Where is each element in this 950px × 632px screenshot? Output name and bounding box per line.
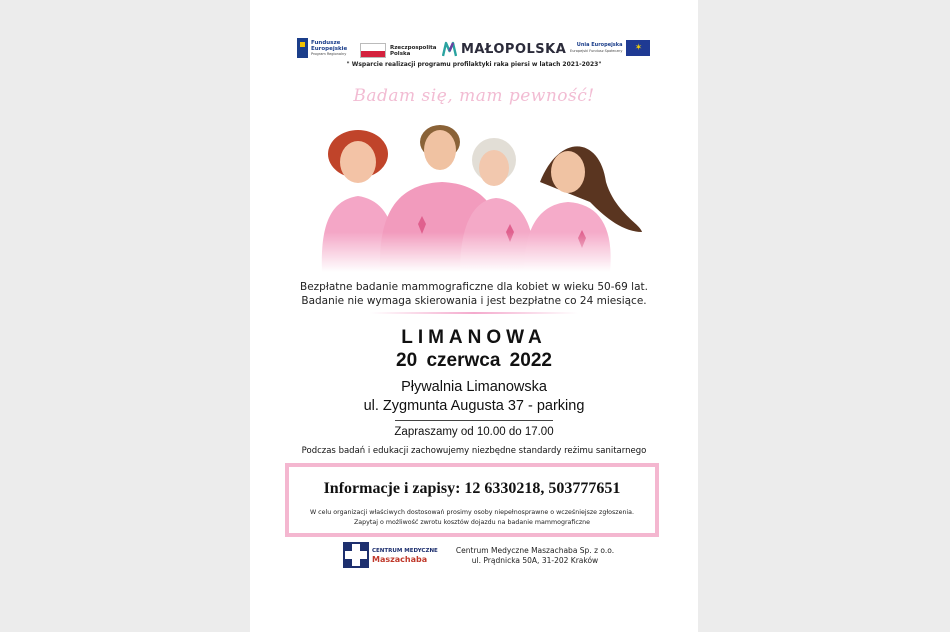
footer-address <box>455 546 615 566</box>
logo-line: CENTRUM MEDYCZNE <box>372 547 438 554</box>
logo-brand: Maszachaba <box>372 554 428 564</box>
rp-title: Rzeczpospolita Polska <box>390 44 437 57</box>
eu-flag-icon: ✶ <box>626 40 650 56</box>
fe-flag-icon <box>297 38 308 58</box>
ue-subtitle: Europejski Fundusz Społeczny <box>570 49 623 53</box>
contact-note-1: W celu organizacji właściwych dostosowań prosimy osoby niepełnosprawne o wcześniejsze zgłoszenia. <box>309 509 635 516</box>
contact-note-2: Zapytaj o możliwość zwrotu kosztów dojazdu na badanie mammograficzne <box>353 519 590 526</box>
fe-subtitle: Program Regionalny <box>311 52 347 56</box>
sanitary-note: Podczas badań i edukacji zachowujemy niezbędne standardy reżimu sanitarnego <box>301 446 647 456</box>
logo-fundusze-europejskie <box>297 38 349 58</box>
poland-flag-icon <box>360 43 386 58</box>
logo-rzeczpospolita <box>360 43 437 58</box>
women-illustration <box>310 112 650 272</box>
venue-address: ul. Zygmunta Augusta 37 - parking <box>363 398 585 414</box>
info-line-2: Badanie nie wymaga skierowania i jest bezpłatne co 24 miesiące. <box>301 295 647 307</box>
contact-box <box>285 463 659 537</box>
event-date: 20 czerwca 2022 <box>396 350 552 371</box>
logo-malopolska <box>442 41 566 57</box>
malopolska-mark-icon <box>442 41 457 57</box>
fe-title: Fundusze Europejskie <box>311 40 348 52</box>
venue-divider <box>395 420 553 421</box>
ue-title: Unia Europejska <box>576 42 623 48</box>
logo-unia-europejska <box>570 40 650 56</box>
event-city: LIMANOWA <box>401 327 547 348</box>
company-name: Centrum Medyczne Maszachaba Sp. z o.o. <box>455 546 615 555</box>
venue-name: Pływalnia Limanowska <box>401 379 547 395</box>
pink-divider <box>370 312 578 314</box>
event-venue <box>250 378 698 416</box>
medical-cross-icon <box>343 542 369 568</box>
event-hours: Zapraszamy od 10.00 do 17.00 <box>394 426 554 438</box>
contact-title: Informacje i zapisy: 12 6330218, 503777651 <box>323 480 621 497</box>
info-text <box>250 280 698 308</box>
mp-title: MAŁOPOLSKA <box>461 41 567 57</box>
women-photo <box>310 112 650 272</box>
contact-notes <box>289 508 655 528</box>
slogan: Badam się, mam pewność! <box>353 86 595 106</box>
poster <box>250 0 698 632</box>
centrum-medyczne-logo <box>343 542 438 568</box>
info-line-1: Bezpłatne badanie mammograficzne dla kobiet w wieku 50-69 lat. <box>300 281 648 293</box>
support-text: " Wsparcie realizacji programu profilaktyki raka piersi w latach 2021-2023" <box>346 61 602 68</box>
company-address: ul. Prądnicka 50A, 31-202 Kraków <box>471 556 599 565</box>
